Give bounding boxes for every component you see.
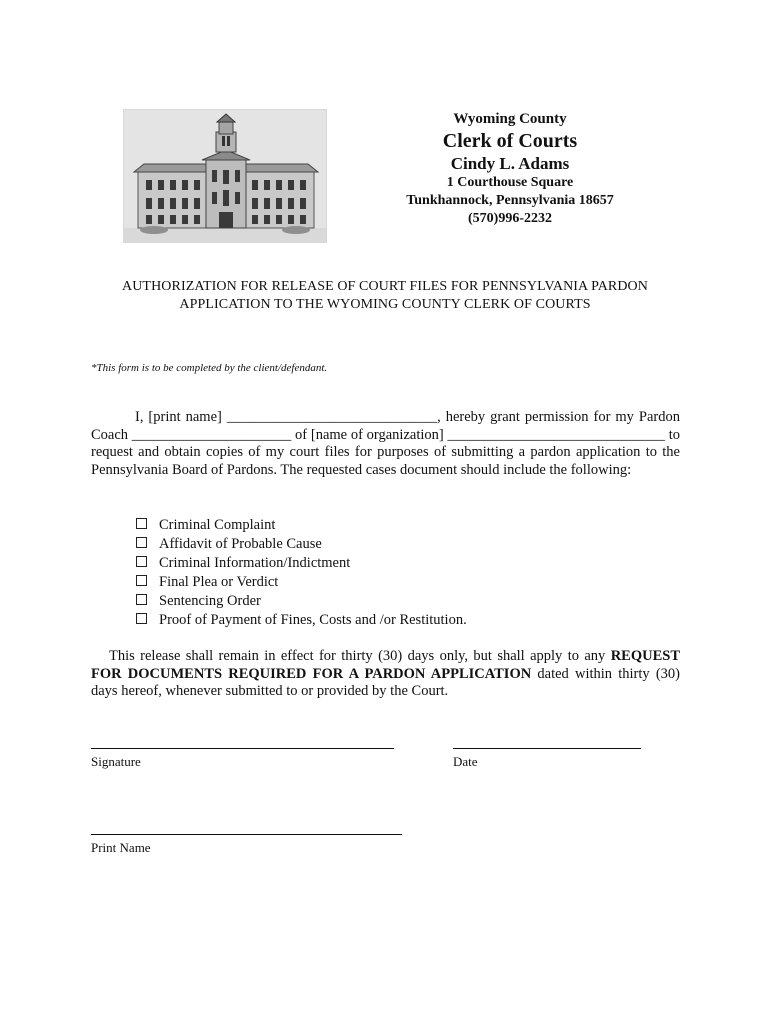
checkbox[interactable]: [136, 537, 147, 548]
para1-text-2: , hereby grant permission for my Pardon Coach: [91, 409, 680, 443]
print-name-line[interactable]: [91, 834, 402, 835]
para1-text-3: of [name of organization]: [291, 426, 448, 443]
courthouse-illustration: [123, 109, 327, 243]
form-note: *This form is to be completed by the client/defendant.: [91, 362, 328, 374]
document-checklist: [136, 516, 467, 630]
para2-bold-text: REQUEST FOR DOCUMENTS REQUIRED FOR A PARDON APPLICATION: [91, 648, 680, 682]
form-title: [60, 278, 710, 314]
date-line[interactable]: [453, 748, 641, 749]
list-item-label: Criminal Information/Indictment: [159, 555, 351, 571]
para2-text-1: This release shall remain in effect for thirty (30) days only, but shall apply to any: [109, 648, 611, 664]
checkbox[interactable]: [136, 594, 147, 605]
checkbox[interactable]: [136, 518, 147, 529]
list-item: [136, 573, 467, 592]
list-item: [136, 554, 467, 573]
list-item: [136, 516, 467, 535]
print-name-blank[interactable]: _____________________________: [226, 409, 438, 425]
signature-line[interactable]: [91, 748, 394, 749]
county-name: Wyoming County: [453, 111, 567, 127]
clerk-name: Cindy L. Adams: [450, 154, 570, 173]
authorization-paragraph: [91, 409, 680, 479]
form-title-line-2: APPLICATION TO THE WYOMING COUNTY CLERK OF COURTS: [179, 297, 591, 312]
list-item-label: Affidavit of Probable Cause: [159, 536, 322, 552]
list-item-label: Proof of Payment of Fines, Costs and /or Restitution.: [159, 612, 467, 628]
checkbox[interactable]: [136, 613, 147, 624]
list-item: [136, 592, 467, 611]
list-item: [136, 611, 467, 630]
para1-text-1: I, [print name]: [135, 409, 227, 425]
list-item-label: Criminal Complaint: [159, 517, 276, 533]
address-line-1: 1 Courthouse Square: [446, 175, 574, 190]
list-item-label: Sentencing Order: [159, 593, 261, 609]
para1-text-4: to request and obtain copies of my court files for purposes of submitting a pardon application to the Pennsylvania Board of Pardons. The requested cases document should include the following:: [91, 426, 680, 478]
list-item-label: Final Plea or Verdict: [159, 574, 279, 590]
pardon-coach-blank[interactable]: ______________________: [131, 426, 292, 443]
print-name-label: Print Name: [91, 840, 151, 855]
phone-number: (570)996-2232: [468, 211, 552, 226]
signature-label: Signature: [91, 754, 141, 769]
checkbox[interactable]: [136, 556, 147, 567]
date-label: Date: [453, 754, 478, 769]
release-terms-paragraph: [91, 648, 680, 701]
checkbox[interactable]: [136, 575, 147, 586]
list-item: [136, 535, 467, 554]
organization-blank[interactable]: ______________________________: [447, 426, 665, 443]
office-title: Clerk of Courts: [442, 130, 578, 152]
para2-text-2: dated within thirty (30) days hereof, whenever submitted to or provided by the Court.: [91, 665, 681, 699]
form-title-line-1: AUTHORIZATION FOR RELEASE OF COURT FILES FOR PENNSYLVANIA PARDON: [122, 279, 648, 294]
address-line-2: Tunkhannock, Pennsylvania 18657: [406, 193, 614, 208]
